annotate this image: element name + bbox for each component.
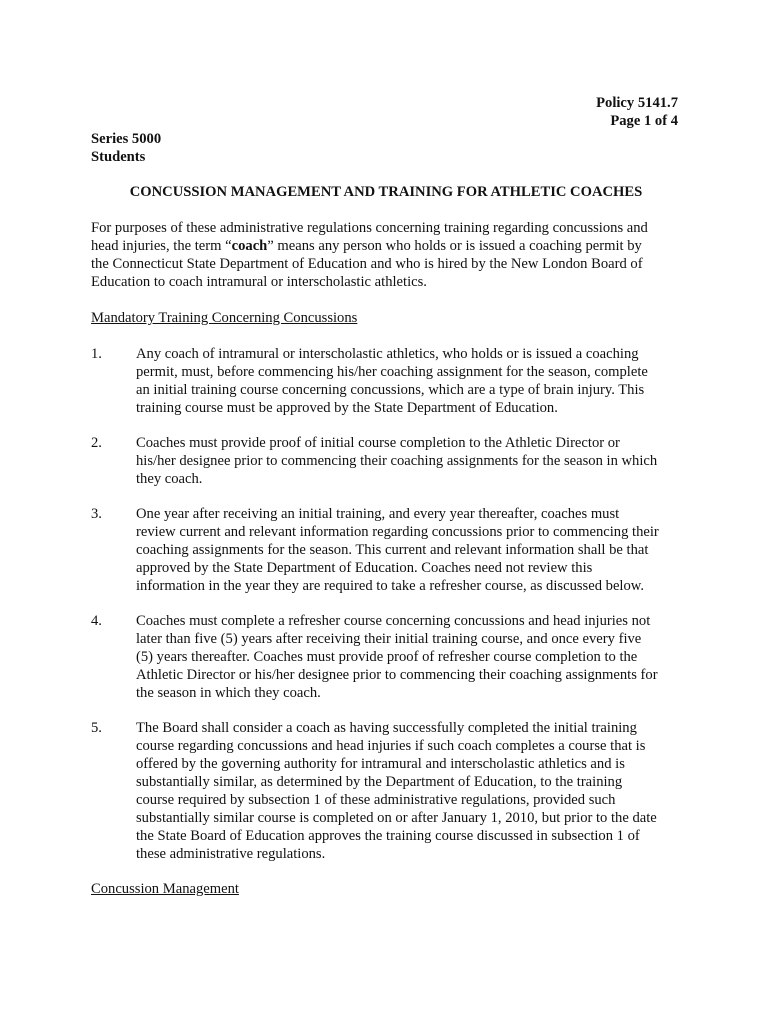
list-item-line: course regarding concussions and head injuries if such coach completes a course that is	[136, 738, 646, 754]
list-item-line: One year after receiving an initial training, and every year thereafter, coaches must	[136, 506, 620, 522]
intro-text: head injuries, the term “	[91, 238, 232, 254]
intro-paragraph	[91, 219, 681, 291]
list-item-line: substantially similar course is completed on or after January 1, 2010, but prior to the date	[136, 810, 657, 826]
list-item-line: an initial training course concerning concussions, which are a type of brain injury. This	[136, 382, 645, 398]
list-item-text	[136, 612, 691, 702]
list-item-text	[136, 505, 691, 595]
list-item-line: offered by the governing authority for intramural and interscholastic athletics and is	[136, 756, 625, 772]
list-item-line: permit, must, before commencing his/her coaching assignment for the season, complete	[136, 364, 648, 380]
list-item-line: review current and relevant information regarding concussions prior to commencing their	[136, 524, 659, 540]
intro-text: ” means any person who holds or is issued a coaching permit by	[267, 238, 642, 254]
intro-line: Education to coach intramural or interscholastic athletics.	[91, 274, 427, 290]
list-item-number: 3.	[91, 506, 102, 522]
list-item-line: coaching assignments for the season. This current and relevant information shall be that	[136, 542, 649, 558]
section-heading-mandatory-training: Mandatory Training Concerning Concussions	[91, 310, 358, 326]
list-item-line: later than five (5) years after receiving their initial training course, and once every five	[136, 631, 642, 647]
list-item-line: his/her designee prior to commencing their coaching assignments for the season in which	[136, 453, 658, 469]
list-item-line: approved by the State Department of Education. Coaches need not review this	[136, 560, 593, 576]
intro-line	[91, 237, 681, 255]
list-item-line: (5) years thereafter. Coaches must provide proof of refresher course completion to the	[136, 649, 638, 665]
list-item-line: course required by subsection 1 of these administrative regulations, provided such	[136, 792, 616, 808]
series-block	[91, 130, 161, 166]
intro-line: For purposes of these administrative regulations concerning training regarding concussions and	[91, 220, 648, 236]
list-item-number: 4.	[91, 613, 102, 629]
list-item-line: Any coach of intramural or interscholastic athletics, who holds or is issued a coaching	[136, 346, 639, 362]
defined-term: coach	[231, 238, 268, 254]
series-name: Students	[91, 149, 146, 165]
list-item-line: The Board shall consider a coach as having successfully completed the initial training	[136, 720, 637, 736]
section-heading-concussion-management: Concussion Management	[91, 881, 239, 897]
list-item-line: Athletic Director or his/her designee prior to commencing their coaching assignments for	[136, 667, 658, 683]
list-item-line: the season in which they coach.	[136, 685, 321, 701]
list-item-line: information in the year they are required to take a refresher course, as discussed below.	[136, 578, 645, 594]
list-item-number: 5.	[91, 720, 102, 736]
list-item-line: Coaches must complete a refresher course concerning concussions and head injuries not	[136, 613, 651, 629]
list-item-line: the State Board of Education approves the training course discussed in subsection 1 of	[136, 828, 640, 844]
list-item-line: they coach.	[136, 471, 203, 487]
list-item-number: 1.	[91, 346, 102, 362]
page-header	[596, 94, 678, 130]
series-number: Series 5000	[91, 131, 162, 147]
intro-line: the Connecticut State Department of Education and who is hired by the New London Board of	[91, 256, 643, 272]
list-item-line: training course must be approved by the State Department of Education.	[136, 400, 558, 416]
list-item-text	[136, 345, 691, 417]
page-number: Page 1 of 4	[610, 113, 678, 129]
list-item-line: substantially similar, as determined by the Department of Education, to the training	[136, 774, 623, 790]
list-item-number: 2.	[91, 435, 102, 451]
list-item-text	[136, 719, 691, 863]
document-title: CONCUSSION MANAGEMENT AND TRAINING FOR ATHLETIC COACHES	[129, 184, 643, 200]
list-item-text	[136, 434, 691, 488]
list-item-line: these administrative regulations.	[136, 846, 326, 862]
list-item-line: Coaches must provide proof of initial course completion to the Athletic Director or	[136, 435, 620, 451]
policy-number: Policy 5141.7	[596, 95, 678, 111]
